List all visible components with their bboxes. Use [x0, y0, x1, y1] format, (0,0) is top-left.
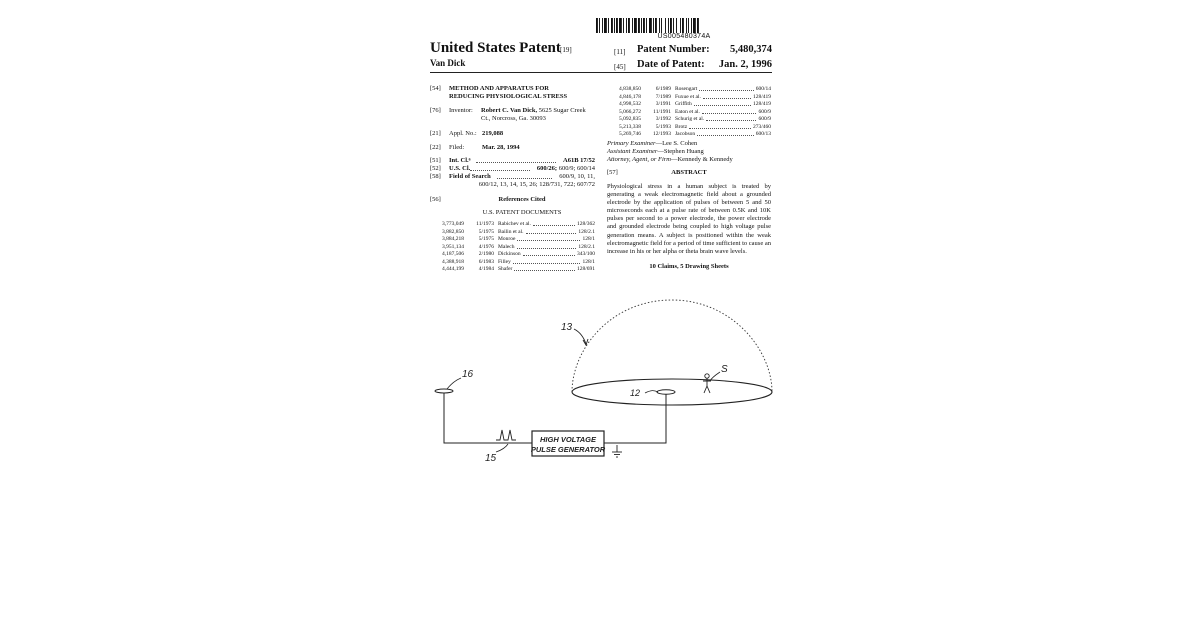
reference-number: 5,213,338 [619, 123, 641, 130]
patent-title: United States Patent [430, 40, 561, 56]
reference-number: 3,773,049 [442, 221, 464, 227]
date-label: Date of Patent: [637, 59, 705, 70]
reference-name: Filley [498, 258, 511, 265]
power-electrode [435, 389, 453, 393]
reference-name: Rabichev et al. [498, 221, 531, 227]
reference-class: 128/1 [582, 258, 595, 265]
appl-code: [21] [430, 130, 441, 137]
patent-number-value: 5,480,374 [730, 44, 772, 55]
leader-12 [645, 391, 658, 393]
reference-name: Fuxue et al. [675, 93, 701, 100]
reference-class: 128/419 [752, 101, 771, 107]
title-code: [19] [560, 46, 572, 54]
reference-number: 3,951,134 [442, 243, 464, 250]
reference-name: Bailin et al. [498, 228, 524, 235]
reference-date: 11/1991 [653, 108, 671, 115]
appl-label: Appl. No.: [449, 130, 477, 137]
reference-name: Malech [498, 243, 515, 250]
generator-label-2: PULSE GENERATOR [530, 445, 606, 454]
ground-wire [604, 394, 666, 443]
inventor-address-2: Ct., Norcross, Ga. 30093 [481, 115, 546, 122]
intcl-label: Int. Cl.⁶ [449, 157, 471, 164]
reference-date: 11/1973 [476, 221, 494, 227]
uscl-secondary: 600/9; 600/14 [557, 165, 595, 172]
refs-code: [56] [430, 196, 441, 203]
field-search-value-2: 600/12, 13, 14, 15, 26; 128/731, 722; 607/72 [478, 181, 595, 188]
refs-subtitle: U.S. PATENT DOCUMENTS [482, 209, 562, 216]
reference-date: 6/1989 [655, 86, 671, 92]
filed-value: Mar. 28, 1994 [482, 144, 520, 151]
uscl-code: [52] [430, 165, 441, 172]
power-wire [444, 393, 532, 443]
reference-name: Schurig et al. [675, 116, 705, 122]
field-search-value-1: 600/9, 10, 11, [559, 173, 595, 180]
label-13: 13 [561, 322, 573, 333]
abstract-text: Physiological stress in a human subject is treated by generating a weak electromagnetic field about a grounded electrode by the application of pulses of between 5 and 50 microseconds each at a pulse rate of between 0.5K and 10K pulses per second to a power electrode, the power electrode and grounded electrode being coupled to high voltage pulse generation means. A subject is positioned within the weak electromagnetic field for a period of time sufficient to cause an increase in his or her alpha or theta brain wave levels. [607, 183, 771, 255]
invention-title-line2: REDUCING PHYSIOLOGICAL STRESS [449, 93, 568, 100]
reference-number: 4,838,850 [619, 86, 641, 92]
floor-ellipse [572, 379, 772, 405]
reference-number: 4,444,199 [442, 266, 464, 272]
inventor-field-code: [76] [430, 107, 441, 114]
barcode-number: US005480374A [657, 33, 711, 40]
inventor-full-name: Robert C. Van Dick, [481, 107, 538, 114]
reference-class: 600/9 [758, 116, 771, 122]
inventor-surname: Van Dick [430, 58, 466, 68]
reference-date: 4/1984 [478, 266, 494, 272]
title-field-code: [54] [430, 85, 441, 92]
intcl-value: A61B 17/52 [563, 157, 595, 164]
reference-number: 4,998,532 [619, 101, 641, 107]
reference-class: 273/460 [752, 123, 771, 130]
field-search-code: [58] [430, 173, 441, 180]
inventor-label: Inventor: [449, 107, 473, 114]
invention-title-line1: METHOD AND APPARATUS FOR [449, 85, 549, 92]
generator-label-1: HIGH VOLTAGE [540, 435, 596, 444]
reference-date: 6/1983 [478, 258, 494, 265]
reference-date: 7/1989 [655, 93, 671, 100]
refs-title: References Cited [498, 196, 546, 203]
reference-class: 128/362 [576, 221, 595, 227]
primary-examiner-name: —Lee S. Cohen [655, 140, 698, 147]
uscl-primary: 600/26; [536, 165, 558, 172]
reference-date: 3/1992 [655, 116, 671, 122]
claims: 10 Claims, 5 Drawing Sheets [649, 263, 729, 270]
reference-name: Dickinson [498, 251, 521, 257]
date-value: Jan. 2, 1996 [718, 59, 772, 70]
reference-date: 5/1975 [478, 228, 494, 235]
inventor-address-1: 5625 Sugar Creek [538, 107, 586, 114]
label-15: 15 [485, 453, 497, 464]
reference-class: 128/691 [576, 266, 595, 272]
reference-class: 128/1 [582, 236, 595, 242]
reference-number: 4,846,178 [619, 93, 641, 100]
reference-date: 5/1975 [478, 236, 494, 242]
abstract-title: ABSTRACT [671, 169, 707, 176]
reference-name: Brotz [675, 123, 688, 130]
reference-name: Rosengart [675, 86, 698, 92]
ground-symbol [612, 445, 622, 457]
reference-class: 600/13 [755, 131, 771, 137]
grounded-electrode [657, 390, 675, 394]
reference-date: 3/1991 [655, 101, 671, 107]
field-search-label: Field of Search [449, 173, 491, 180]
reference-number: 5,269,746 [619, 131, 641, 137]
reference-number: 4,187,506 [442, 251, 464, 257]
reference-date: 5/1993 [655, 123, 671, 130]
leader-15 [496, 444, 508, 452]
primary-examiner-label: Primary Examiner [607, 140, 656, 147]
reference-class: 128/2.1 [578, 243, 595, 250]
reference-name: Jacobson [675, 131, 696, 137]
label-12: 12 [630, 388, 641, 398]
abstract-code: [57] [607, 169, 618, 176]
reference-name: Griffith [675, 101, 692, 107]
reference-number: 3,884,218 [442, 236, 464, 242]
intcl-code: [51] [430, 157, 441, 164]
reference-class: 600/9 [758, 108, 771, 115]
pulse-waveform [496, 430, 516, 440]
reference-class: 343/100 [576, 251, 595, 257]
dome-outline [572, 300, 772, 392]
label-s: S [721, 364, 728, 375]
reference-date: 4/1976 [478, 243, 494, 250]
reference-name: Monroe [498, 236, 516, 242]
reference-number: 4,388,918 [442, 258, 464, 265]
attorney-name: —Kennedy & Kennedy [670, 156, 733, 163]
assistant-examiner-label: Assistant Examiner [607, 148, 658, 155]
filed-code: [22] [430, 144, 441, 151]
reference-number: 5,092,835 [619, 116, 641, 122]
patent-number-code: [11] [614, 48, 626, 56]
assistant-examiner-name: —Stephen Huang [657, 148, 704, 155]
reference-date: 12/1993 [652, 131, 671, 137]
appl-value: 219,088 [482, 130, 504, 137]
reference-class: 128/2.1 [578, 228, 595, 235]
reference-date: 2/1980 [478, 251, 494, 257]
reference-name: Shafer [498, 266, 513, 272]
reference-name: Eaton et al. [675, 108, 700, 115]
reference-class: 128/419 [752, 93, 771, 100]
filed-label: Filed: [449, 144, 465, 151]
attorney-label: Attorney, Agent, or Firm [607, 156, 671, 163]
label-16: 16 [462, 369, 474, 380]
reference-class: 600/14 [755, 86, 771, 92]
patent-number-label: Patent Number: [637, 44, 710, 55]
reference-number: 5,066,272 [619, 108, 641, 115]
subject-figure [703, 374, 711, 393]
uscl-label: U.S. Cl. [449, 165, 471, 172]
leader-16 [447, 378, 461, 389]
date-code: [45] [614, 63, 626, 71]
reference-number: 3,882,850 [442, 228, 464, 235]
